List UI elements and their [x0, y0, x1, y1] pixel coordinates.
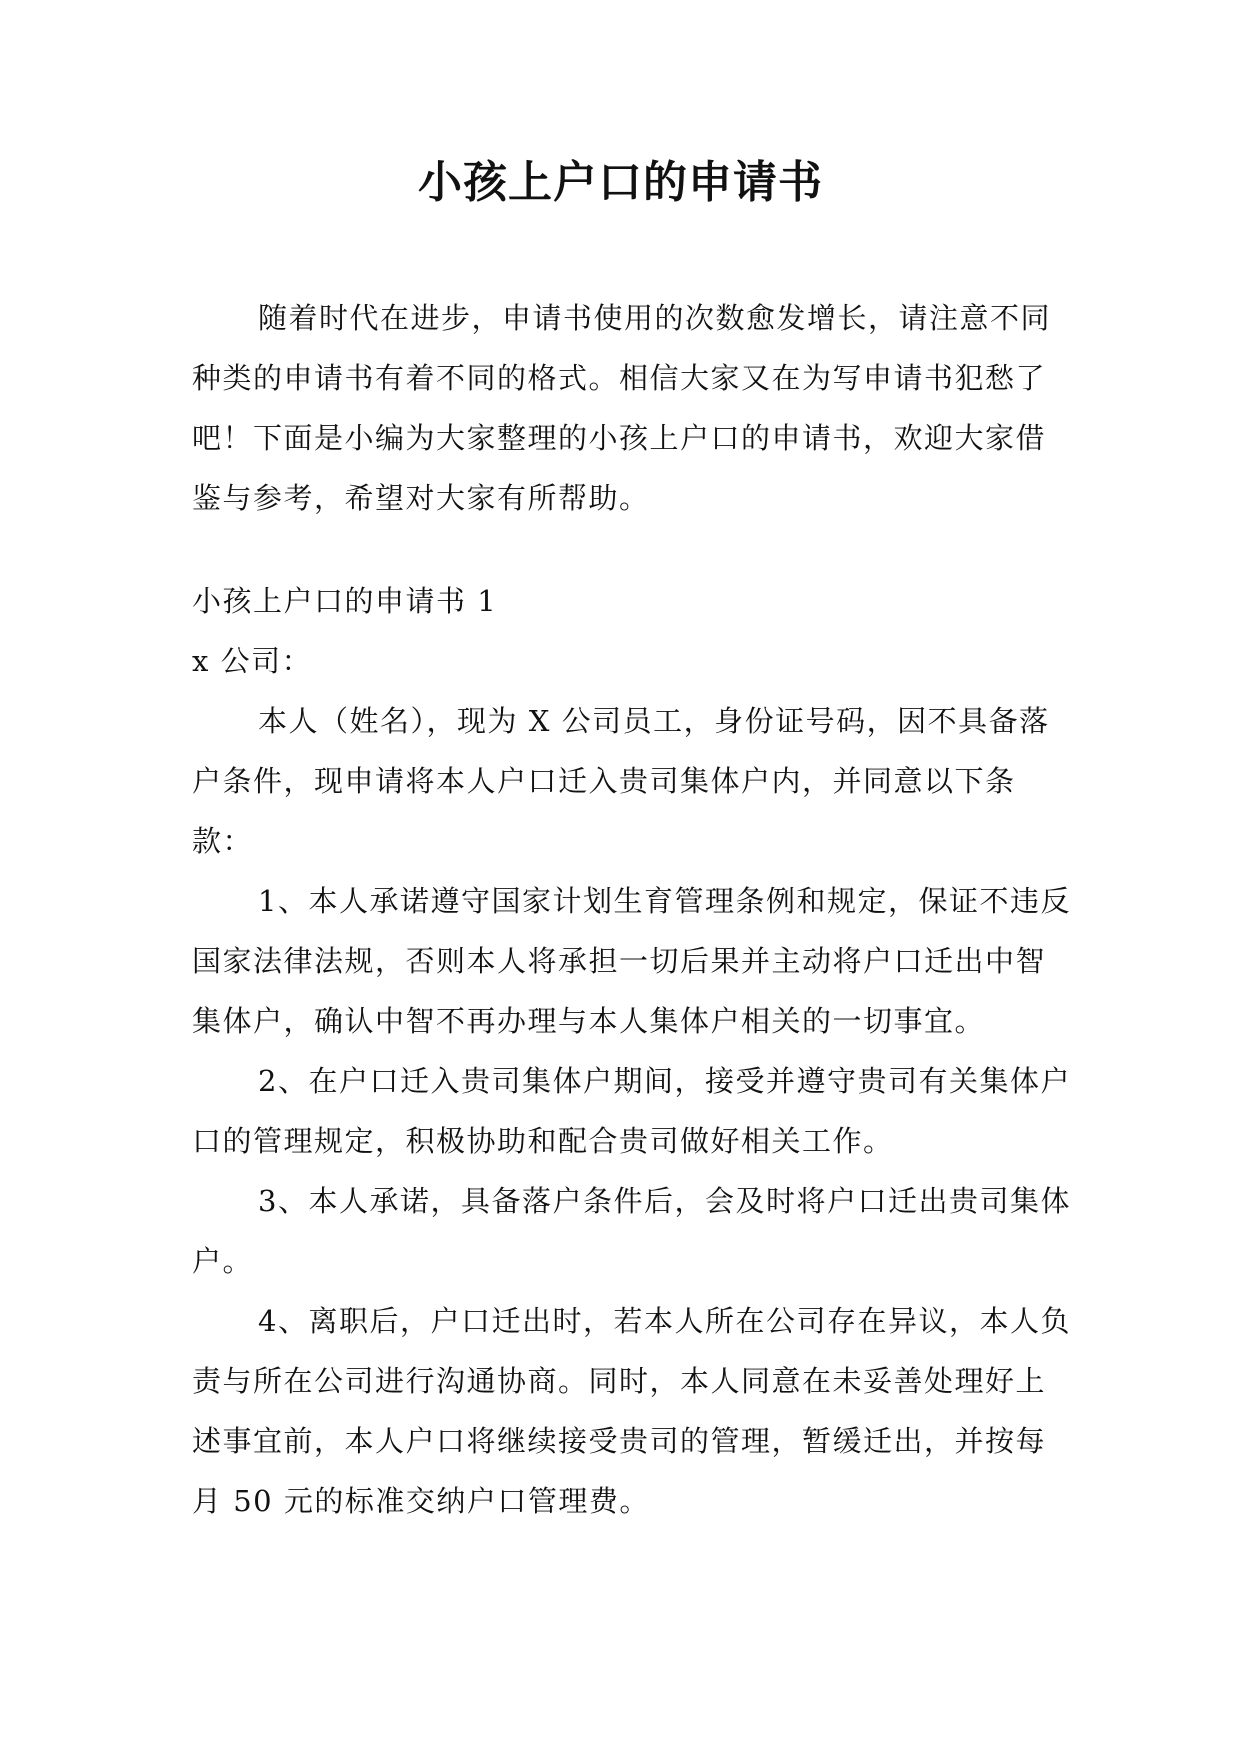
intro-block [192, 288, 1072, 528]
letter-paragraph: 本人（姓名），现为 X 公司员工，身份证号码，因不具备落户条件，现申请将本人户口迁入贵司集体户内，并同意以下条款： [192, 704, 1050, 858]
salutation: x 公司： [192, 644, 313, 678]
clause-3: 3、本人承诺，具备落户条件后，会及时将户口迁出贵司集体户。 [192, 1184, 1071, 1278]
clause-4: 4、离职后，户口迁出时，若本人所在公司存在异议，本人负责与所在公司进行沟通协商。同时，本人同意在未妥善处理好上述事宜前，本人户口将继续接受贵司的管理，暂缓迁出，并按每月 50 元的标准交纳户口管理费。 [192, 1304, 1071, 1518]
intro-paragraph: 随着时代在进步，申请书使用的次数愈发增长，请注意不同种类的申请书有着不同的格式。相信大家又在为写申请书犯愁了吧！下面是小编为大家整理的小孩上户口的申请书，欢迎大家借鉴与参考，希望对大家有所帮助。 [192, 301, 1052, 515]
clause-2: 2、在户口迁入贵司集体户期间，接受并遵守贵司有关集体户口的管理规定，积极协助和配合贵司做好相关工作。 [192, 1064, 1071, 1158]
section-heading: 小孩上户口的申请书 1 [192, 584, 498, 618]
document-title: 小孩上户口的申请书 [418, 157, 823, 208]
clause-1: 1、本人承诺遵守国家计划生育管理条例和规定，保证不违反国家法律法规，否则本人将承担一切后果并主动将户口迁出中智集体户，确认中智不再办理与本人集体户相关的一切事宜。 [192, 884, 1071, 1038]
application-letter [192, 571, 1072, 1531]
